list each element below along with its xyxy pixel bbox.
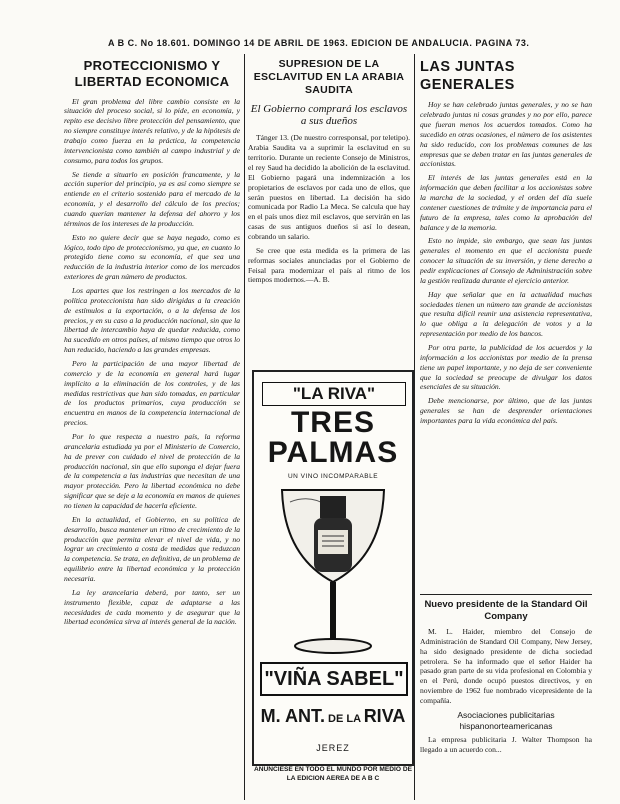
paragraph: El gran problema del libre cambio consiste en la situación del proceso social, si lo pide, en economía, y repito ese decisivo libre protección del pensamiento, que no siempre constituye interés relativo, y de la hipótesis de trabajo como fuerza en la práctica, la competencia intervencionista como también al campo industrial y de consumo, para todos los grupos. <box>64 96 240 165</box>
paragraph: La ley arancelaria deberá, por tanto, ser un instrumento flexible, capaz de adaptarse a las necesidades de cada momento y de asegurar que la libertad económica sirva al interés general de la nación. <box>64 587 240 627</box>
ad-maker-prefix: M. ANT. <box>260 706 325 726</box>
article-body <box>64 97 240 628</box>
wine-advertisement <box>252 370 414 766</box>
paragraph: M. L. Haider, miembro del Consejo de Administración de Standard Oil Company, New Jersey, ha sido designado presidente de dicha sociedad petrolera. Se ha informado que el señor Haider ha pasado gran parte de su vida profesional en Colombia y en el Perú, donde ocupó puestos directivos, y en noviembre de 1962 fue nombrado vicepresidente de la compañía. <box>420 627 592 706</box>
ad-maker-mid: DE LA <box>328 713 361 725</box>
ad-maker <box>254 706 412 727</box>
paragraph: Los apartes que los restringen a los mercados de la política proteccionista han sido dirigidas a la creación de estímulos a la exportación, o a la defensa de los precios, y en su caso a la producción nacional, sin que la libertad de intercambio haya de quedar reducida, como ha sucedido en otros países, al mismo tiempo que otros lo han reducido, haciendo a las grandes empresas. <box>64 285 240 355</box>
airmail-edition-note: ANUNCIESE EN TODO EL MUNDO POR MEDIO DE LA EDICION AEREA DE A B C <box>253 766 413 782</box>
ad-tagline: UN VINO INCOMPARABLE <box>287 473 379 480</box>
subarticle-headline: Nuevo presidente de la Standard Oil Company <box>424 599 588 623</box>
ad-city: JEREZ <box>316 743 350 753</box>
paragraph: Tánger 13. (De nuestro corresponsal, por teletipo). Arabia Saudita va a suprimir la esclavitud en su territorio. Durante un reciente Consejo de Ministros, el rey Saud ha decidido la abolición de la esclavitud. El Gobierno pagará una indemnización a los propietarios de esclavos por cada uno de ellos, que serán puestos en libertad. La decisión ha sido comunicada por Radio La Meca. Se calcula que hay en el país unos diez mil esclavos, que servirán en las casas de sus antiguos dueños si así lo desean, cobrando un salario. <box>248 133 410 241</box>
section-divider <box>420 594 592 595</box>
paragraph: Debe mencionarse, por último, que de las juntas generales se han de desprender orientaciones importantes para la vida económica del país. <box>420 396 592 426</box>
paragraph: Por lo que respecta a nuestro país, la reforma arancelaria estudiada ya por el Ministerio de Comercio, ha de prever con cuidado el nivel de protección de la producción nacional, sin que ello suponga el dejar fuera de la competencia a las industrias que necesitan de una mayor protección. Pero la libertad económica no debe significar que se deje a la economía en manos de quienes no tienen la capacidad de hacerla eficiente. <box>64 432 240 511</box>
paragraph: Pero la participación de una mayor libertad de comercio y de la economía en general hará lugar implícito a la eliminación de los controles, y de las medidas restrictivas que han sido tomadas, en particular de los productos primarios, cuya producción se encuentra en manos de la competencia internacional de precios. <box>64 358 240 428</box>
paragraph: Esto no quiere decir que se haya negado, como es lógico, todo tipo de proteccionismo, ya que, en cuanto lo protegido tiene como su economía, el que sea una reducción de la industria interior como de los mercados exteriores de gran número de productos. <box>64 232 240 282</box>
paragraph: La empresa publicitaria J. Walter Thompson ha llegado a un acuerdo con... <box>420 735 592 754</box>
paragraph: Esto no impide, sin embargo, que sean las juntas generales el momento en que el accionista puede conocer la situación de su inversión, y tiene derecho a pedir explicaciones al Consejo de Administración sobre la gestión realizada durante el ejercicio anterior. <box>420 236 592 285</box>
page-header: A B C. No 18.601. DOMINGO 14 DE ABRIL DE 1963. EDICION DE ANDALUCIA. PAGINA 73. <box>108 38 530 48</box>
paragraph: Por otra parte, la publicidad de los acuerdos y la información a los accionistas por medio de la prensa tiene un papel importante, y no deja de ser conveniente que la sociedad se preocupe de divulgar los datos esenciales de su situación. <box>420 343 592 392</box>
ad-maker-suffix: RIVA <box>363 706 406 726</box>
paragraph: Hay que señalar que en la actualidad muchas sociedades tienen un número tan grande de accionistas que resulta difícil reunir una asistencia representativa, lo que obliga a la delegación de votos y a la representación por medio de los bancos. <box>420 289 592 339</box>
paragraph: Se tiende a situarlo en posición francamente, y la acción superior del principio, ya es así como siempre se entiende en el criterio sostenido para el mercado de la economía, y el desarrollo del cálculo de los precios; cuando querían mantener la defensa del ahorro y los términos de los intereses de la producción. <box>64 169 240 228</box>
article-body <box>420 100 592 590</box>
subarticle-headline: Asociaciones publicitarias hispanonorteamericanas <box>457 709 555 731</box>
article-subhead: El Gobierno comprará los esclavos a sus dueños <box>250 103 408 128</box>
paragraph: El interés de las juntas generales está en la información que deben facilitar a los accionistas sobre la marcha de la sociedad, y el orden del día suele contener cuestiones de trámite y de importancia para el futuro de la empresa, tales como la aprobación del balance y de la memoria. <box>420 173 592 232</box>
ad-product-name: TRES PALMAS <box>267 406 399 469</box>
ad-brand: "LA RIVA" <box>262 382 406 406</box>
column-divider <box>414 54 415 800</box>
article-slavery <box>248 56 410 366</box>
article-headline: LAS JUNTAS GENERALES <box>420 59 515 94</box>
article-protectionism <box>64 56 240 804</box>
ad-wine-name: "VIÑA SABEL" <box>260 662 408 696</box>
paragraph: Se cree que esta medida es la primera de las reformas sociales anunciadas por el Gobierno de Feisal para modernizar el país al ritmo de los tiempos modernos.—A. B. <box>248 245 410 285</box>
wine-glass-bottle-illustration <box>270 486 396 656</box>
column-divider <box>244 54 245 800</box>
article-general-meetings <box>420 56 592 804</box>
article-headline: SUPRESION DE LA ESCLAVITUD EN LA ARABIA SAUDITA <box>253 58 405 97</box>
paragraph: Hoy se han celebrado juntas generales, y no se han celebrado juntas ni cosas grandes y no por ello, parece que fueran menos los acuerdos tomados. Como ha sucedido en otras ocasiones, el número de los asistentes ha sido reducido, con los problemas comunes de las empresas que se deben tratar en las juntas generales de accionistas. <box>420 100 592 169</box>
paragraph: En la actualidad, el Gobierno, en su política de desarrollo, busca mantener un ritmo de crecimiento de la producción que permita elevar el nivel de vida, y no lograr un crecimiento a costa de medidas que reduzcan la competencia. Se trata, en definitiva, de un problema de equilibrio entre la libertad económica y la protección necesaria. <box>64 514 240 584</box>
article-headline: PROTECCIONISMO Y LIBERTAD ECONOMICA <box>74 58 230 90</box>
